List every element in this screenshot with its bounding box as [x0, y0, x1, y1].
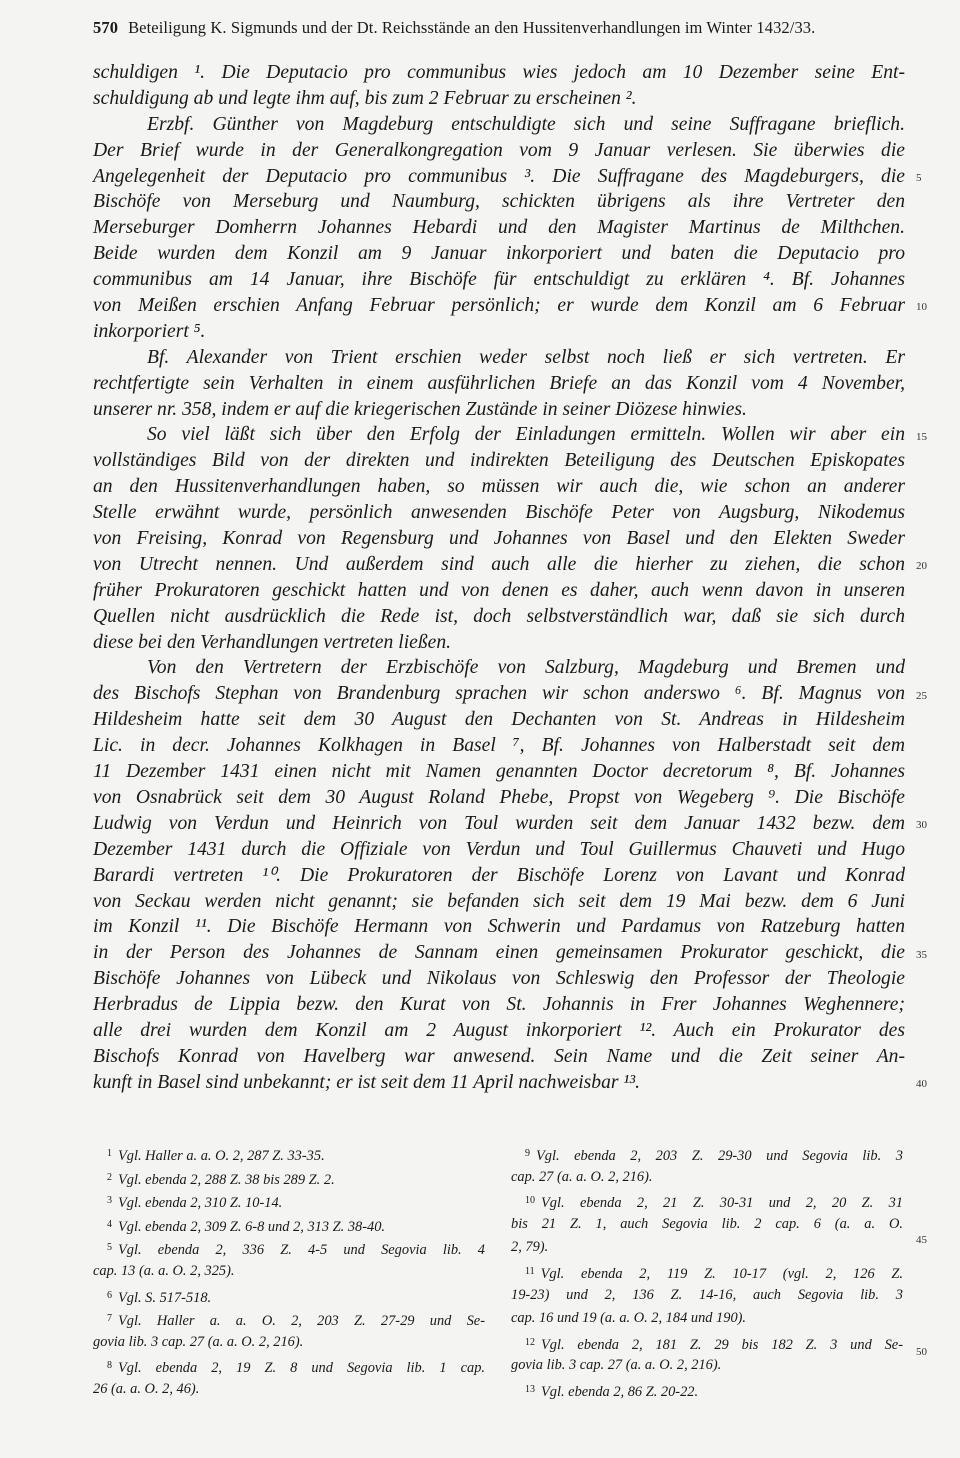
footnote-text: Vgl. Haller a. a. O. 2, 203 Z. 27-29 und Se- [118, 1313, 485, 1330]
text-line: So viel läßt sich über den Erfolg der Einladungen ermitteln. Wollen wir aber ein [147, 424, 905, 446]
page-number: 570 [93, 18, 119, 37]
text-line: rechtfertigte sein Verhalten in einem ausführlichen Briefe an das Konzil vom 4 November, [93, 372, 905, 394]
footnote-number: 13 [525, 1383, 535, 1395]
text-line: alle drei wurden dem Konzil am 2 August inkorporiert ¹². Auch ein Prokurator des [93, 1019, 905, 1041]
line-number: 50 [916, 1346, 927, 1358]
text-line: Herbradus de Lippia bezw. den Kurat von St. Johannis in Frer Johannes Weghennere; [93, 994, 905, 1016]
footnote-text: 19-23) und 2, 136 Z. 14-16, auch Segovia lib. 3 [511, 1286, 903, 1303]
running-header [93, 18, 933, 38]
text-line: Beide wurden dem Konzil am 9 Januar inkorporiert und baten die Deputacio pro [93, 243, 905, 265]
line-number: 20 [916, 560, 927, 573]
text-line: Hildesheim hatte seit dem 30 August den Dechanten von St. Andreas in Hildesheim [93, 709, 905, 731]
text-line: Der Brief wurde in der Generalkongregation vom 9 Januar verlesen. Sie überwies die [93, 139, 905, 161]
footnote-line [93, 1331, 485, 1355]
footnote-line [511, 1213, 903, 1237]
footnote-line [93, 1307, 485, 1331]
footnote-text: Vgl. Haller a. a. O. 2, 287 Z. 33-35. [118, 1148, 325, 1164]
footnote-text: govia lib. 3 cap. 27 (a. a. O. 2, 216). [93, 1333, 304, 1350]
footnote-line [511, 1378, 903, 1402]
footnote-line [511, 1189, 903, 1213]
footnote-number: 9 [525, 1148, 530, 1159]
footnote-text: Vgl. ebenda 2, 181 Z. 29 bis 182 Z. 3 und Se- [541, 1336, 903, 1353]
footnote-text: Vgl. ebenda 2, 21 Z. 30-31 und 2, 20 Z. 31 [541, 1195, 903, 1212]
footnote-text: Vgl. S. 517-518. [118, 1289, 212, 1306]
text-line: Bischofs Konrad von Havelberg war anwesend. Sein Name und die Zeit seiner An- [93, 1045, 905, 1067]
footnote-text: bis 21 Z. 1, auch Segovia lib. 2 cap. 6 (a. a. O. [511, 1215, 903, 1232]
text-line: schuldigen ¹. Die Deputacio pro communibus wies jedoch am 10 Dezember seine Ent- [93, 62, 905, 83]
text-line: des Bischofs Stephan von Brandenburg sprachen wir schon anderswo ⁶. Bf. Magnus von [93, 683, 905, 705]
footnote-text: Vgl. ebenda 2, 309 Z. 6-8 und 2, 313 Z. 38-40. [118, 1218, 386, 1235]
text-line: früher Prokuratoren geschickt hatten und von denen es daher, auch wenn davon in unseren [93, 579, 905, 601]
footnote-number: 3 [107, 1195, 112, 1207]
text-line: Bf. Alexander von Trient erschien weder selbst noch ließ er sich vertreten. Er [147, 346, 905, 368]
footnote-text: Vgl. ebenda 2, 310 Z. 10-14. [118, 1195, 283, 1212]
text-line: von Osnabrück seit dem 30 August Roland Phebe, Propst von Wegeberg ⁹. Die Bischöfe [93, 786, 905, 808]
text-line: unserer nr. 358, indem er auf die kriegerischen Zustände in seiner Diözese hinwies. [93, 398, 747, 420]
text-line: im Konzil ¹¹. Die Bischöfe Hermann von Schwerin und Pardamus von Ratzeburg hatten [93, 916, 905, 938]
footnote-line [511, 1260, 903, 1284]
footnote-text: Vgl. ebenda 2, 203 Z. 29-30 und Segovia lib. 3 [536, 1148, 903, 1164]
footnote-number: 1 [107, 1148, 112, 1159]
text-line: Lic. in decr. Johannes Kolkhagen in Basel ⁷, Bf. Johannes von Halberstadt seit dem [93, 735, 905, 757]
line-number: 40 [916, 1078, 927, 1091]
text-line: von Seckau werden nicht genannt; sie befanden sich seit dem 19 Mai bezw. dem 6 Juni [93, 890, 905, 912]
footnote-number: 4 [107, 1218, 112, 1230]
footnote-number: 12 [525, 1336, 535, 1348]
footnote-line [93, 1213, 485, 1237]
footnote-number: 8 [107, 1360, 112, 1372]
footnote-text: Vgl. ebenda 2, 19 Z. 8 und Segovia lib. 1 cap. [118, 1360, 485, 1377]
text-line: an den Hussitenverhandlungen haben, so müssen wir auch die, wie schon an anderer [93, 476, 905, 498]
footnote-line [93, 1378, 485, 1402]
text-line: Bischöfe von Merseburg und Naumburg, schickten übrigens als ihre Vertreter den [93, 191, 905, 213]
line-number: 30 [916, 819, 927, 832]
footnote-line [511, 1142, 903, 1166]
footnote-line [511, 1307, 903, 1331]
text-line: Erzbf. Günther von Magdeburg entschuldigte sich und seine Suffragane brieflich. [147, 113, 905, 135]
footnote-text: Vgl. ebenda 2, 336 Z. 4-5 und Segovia lib. 4 [118, 1242, 485, 1259]
footnote-number: 7 [107, 1313, 112, 1325]
text-line: Bischöfe Johannes von Lübeck und Nikolaus von Schleswig den Professor der Theologie [93, 968, 905, 990]
footnote-text: cap. 13 (a. a. O. 2, 325). [93, 1262, 235, 1279]
text-line: Barardi vertreten ¹⁰. Die Prokuratoren der Bischöfe Lorenz von Lavant und Konrad [93, 864, 905, 886]
footnote-number: 10 [525, 1195, 535, 1207]
footnote-text: cap. 27 (a. a. O. 2, 216). [511, 1168, 653, 1185]
footnote-line [93, 1189, 485, 1213]
footnote-line [511, 1166, 903, 1190]
footnote-number: 5 [107, 1242, 112, 1254]
text-line: von Freising, Konrad von Regensburg und Johannes von Basel und den Elekten Sweder [93, 528, 905, 550]
footnote-text: Vgl. ebenda 2, 119 Z. 10-17 (vgl. 2, 126 Z. [540, 1265, 903, 1282]
text-line: Ludwig von Verdun und Heinrich von Toul wurden seit dem Januar 1432 bezw. dem [93, 812, 905, 834]
footnote-line [93, 1260, 485, 1284]
text-line: Von den Vertretern der Erzbischöfe von Salzburg, Magdeburg und Bremen und [147, 657, 905, 679]
footnote-text: govia lib. 3 cap. 27 (a. a. O. 2, 216). [511, 1357, 722, 1374]
line-number: 10 [916, 301, 927, 314]
footnote-text: cap. 16 und 19 (a. a. O. 2, 184 und 190). [511, 1310, 747, 1327]
footnote-line [511, 1331, 903, 1355]
footnote-line [511, 1236, 903, 1260]
footnote-text: 2, 79). [511, 1239, 549, 1256]
text-line: 11 Dezember 1431 einen nicht mit Namen genannten Doctor decretorum ⁸, Bf. Johannes [93, 761, 905, 783]
text-line: communibus am 14 Januar, ihre Bischöfe für entschuldigt zu erklären ⁴. Bf. Johannes [93, 269, 905, 291]
footnote-number: 2 [107, 1171, 112, 1183]
footnote-line [93, 1284, 485, 1308]
text-line: vollständiges Bild von der direkten und indirekten Beteiligung des Deutschen Episkopates [93, 450, 905, 472]
text-line: diese bei den Verhandlungen vertreten ließen. [93, 631, 452, 653]
text-line: schuldigung ab und legte ihm auf, bis zum 2 Februar zu erscheinen ². [93, 87, 637, 109]
text-line: von Utrecht nennen. Und außerdem sind auch alle die hierher zu ziehen, die schon [93, 553, 905, 575]
line-number: 15 [916, 430, 927, 443]
text-line: Dezember 1431 durch die Offiziale von Verdun und Toul Guillermus Chauveti und Hugo [93, 838, 905, 860]
footnotes-right-column [511, 1142, 903, 1402]
footnotes-left-column [93, 1142, 485, 1402]
text-line: Merseburger Domherrn Johannes Hebardi und den Magister Martinus de Milthchen. [93, 217, 905, 239]
footnote-line [511, 1354, 903, 1378]
footnote-text: Vgl. ebenda 2, 288 Z. 38 bis 289 Z. 2. [118, 1171, 335, 1188]
text-line: Stelle erwähnt wurde, persönlich anwesenden Bischöfe Peter von Augsburg, Nikodemus [93, 502, 905, 524]
line-number: 35 [916, 948, 927, 961]
footnote-text: Vgl. ebenda 2, 86 Z. 20-22. [541, 1383, 699, 1400]
footnote-line [93, 1354, 485, 1378]
text-line: Quellen nicht ausdrücklich die Rede ist, doch selbstverständlich war, daß sie sich durch [93, 605, 905, 627]
footnote-number: 6 [107, 1289, 112, 1301]
footnote-text: 26 (a. a. O. 2, 46). [93, 1380, 200, 1397]
footnote-line [93, 1166, 485, 1190]
text-line: kunft in Basel sind unbekannt; er ist seit dem 11 April nachweisbar ¹³. [93, 1071, 641, 1093]
footnote-line [93, 1142, 485, 1166]
main-text [93, 60, 905, 1096]
footnote-line [93, 1236, 485, 1260]
line-number: 25 [916, 689, 927, 702]
running-title: Beteiligung K. Sigmunds und der Dt. Reichsstände an den Hussitenverhandlungen im Winter 1432/33. [128, 18, 816, 37]
footnote-number: 11 [525, 1265, 535, 1277]
text-line: Angelegenheit der Deputacio pro communibus ³. Die Suffragane des Magdeburgers, die [93, 165, 905, 187]
line-number: 45 [916, 1234, 927, 1246]
text-line: von Meißen erschien Anfang Februar persönlich; er wurde dem Konzil am 6 Februar [93, 295, 905, 317]
text-line: inkorporiert ⁵. [93, 320, 206, 342]
text-line: in der Person des Johannes de Sannam einen gemeinsamen Prokurator geschickt, die [93, 942, 905, 964]
footnote-line [511, 1284, 903, 1308]
line-number: 5 [916, 171, 922, 184]
